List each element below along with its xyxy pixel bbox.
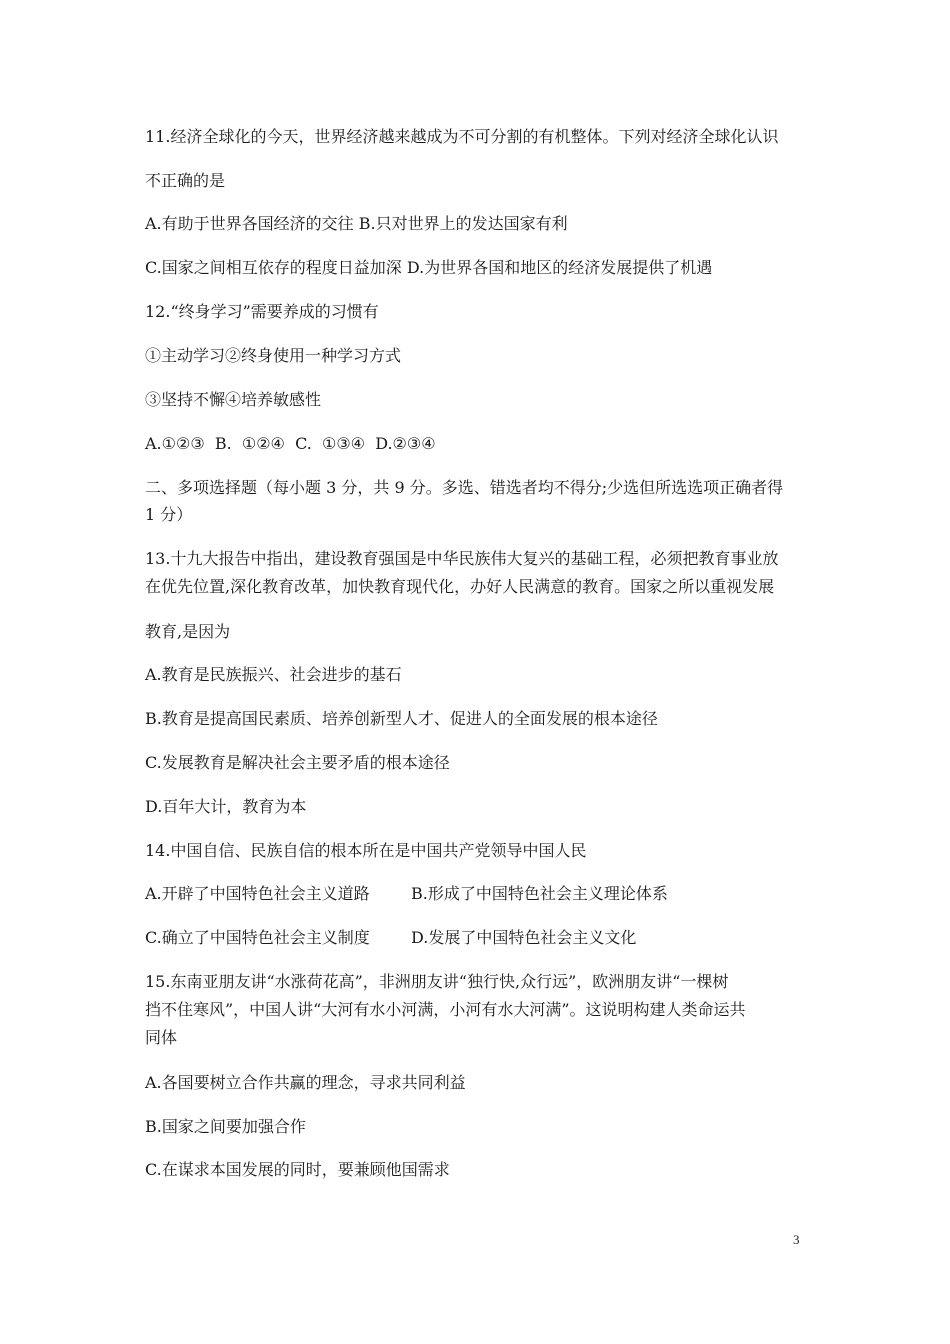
- q14-option-c: C.确立了中国特色社会主义制度: [145, 928, 370, 947]
- q11-options-cd: C.国家之间相互依存的程度日益加深 D.为世界各国和地区的经济发展提供了机遇: [145, 258, 713, 277]
- q12-items-line1: ①主动学习②终身使用一种学习方式: [145, 346, 402, 365]
- q14-option-a: A.开辟了中国特色社会主义道路: [145, 884, 370, 903]
- q12-items-line2: ③坚持不懈④培养敏感性: [145, 390, 322, 409]
- q11-stem-line1: 11.经济全球化的今天，世界经济越来越成为不可分割的有机整体。下列对经济全球化认识: [145, 127, 779, 146]
- q14-stem: 14.中国自信、民族自信的根本所在是中国共产党领导中国人民: [145, 841, 587, 860]
- q11-options-ab: A.有助于世界各国经济的交往 B.只对世界上的发达国家有利: [145, 214, 568, 233]
- q13-option-b: B.教育是提高国民素质、培养创新型人才、促进人的全面发展的根本途径: [145, 709, 658, 728]
- q14-option-b: B.形成了中国特色社会主义理论体系: [411, 884, 668, 903]
- q13-option-c: C.发展教育是解决社会主要矛盾的根本途径: [145, 753, 450, 772]
- q15-option-b: B.国家之间要加强合作: [145, 1117, 306, 1136]
- q12-options: A.①②③ B. ①②④ C. ①③④ D.②③④: [145, 434, 436, 453]
- q12-stem: 12.“终身学习”需要养成的习惯有: [145, 302, 379, 321]
- q13-option-a: A.教育是民族振兴、社会进步的基石: [145, 665, 402, 684]
- q15-option-a: A.各国要树立合作共赢的理念，寻求共同利益: [145, 1073, 466, 1092]
- q11-stem-line2: 不正确的是: [145, 171, 226, 190]
- section2-heading-line2: 1 分）: [145, 505, 193, 524]
- section2-heading-line1: 二、多项选择题（每小题 3 分，共 9 分。多选、错选者均不得分;少选但所选选项正确者得: [145, 478, 784, 497]
- q13-stem-line2: 在优先位置,深化教育改革，加快教育现代化，办好人民满意的教育。国家之所以重视发展: [145, 577, 775, 596]
- q13-stem-line3: 教育,是因为: [145, 622, 231, 641]
- page-number: 3: [793, 1232, 800, 1247]
- q14-option-d: D.发展了中国特色社会主义文化: [411, 928, 637, 947]
- q15-option-c: C.在谋求本国发展的同时，要兼顾他国需求: [145, 1160, 450, 1179]
- q15-stem-line2: 挡不住寒风”，中国人讲“大河有水小河满，小河有水大河满”。这说明构建人类命运共: [145, 1000, 746, 1019]
- q15-stem-line3: 同体: [145, 1028, 178, 1047]
- q13-stem-line1: 13.十九大报告中指出，建设教育强国是中华民族伟大复兴的基础工程，必须把教育事业放: [145, 549, 779, 568]
- q15-stem-line1: 15.东南亚朋友讲“水涨荷花高”，非洲朋友讲“独行快,众行远”，欧洲朋友讲“一棵树: [145, 972, 729, 991]
- q13-option-d: D.百年大计，教育为本: [145, 797, 307, 816]
